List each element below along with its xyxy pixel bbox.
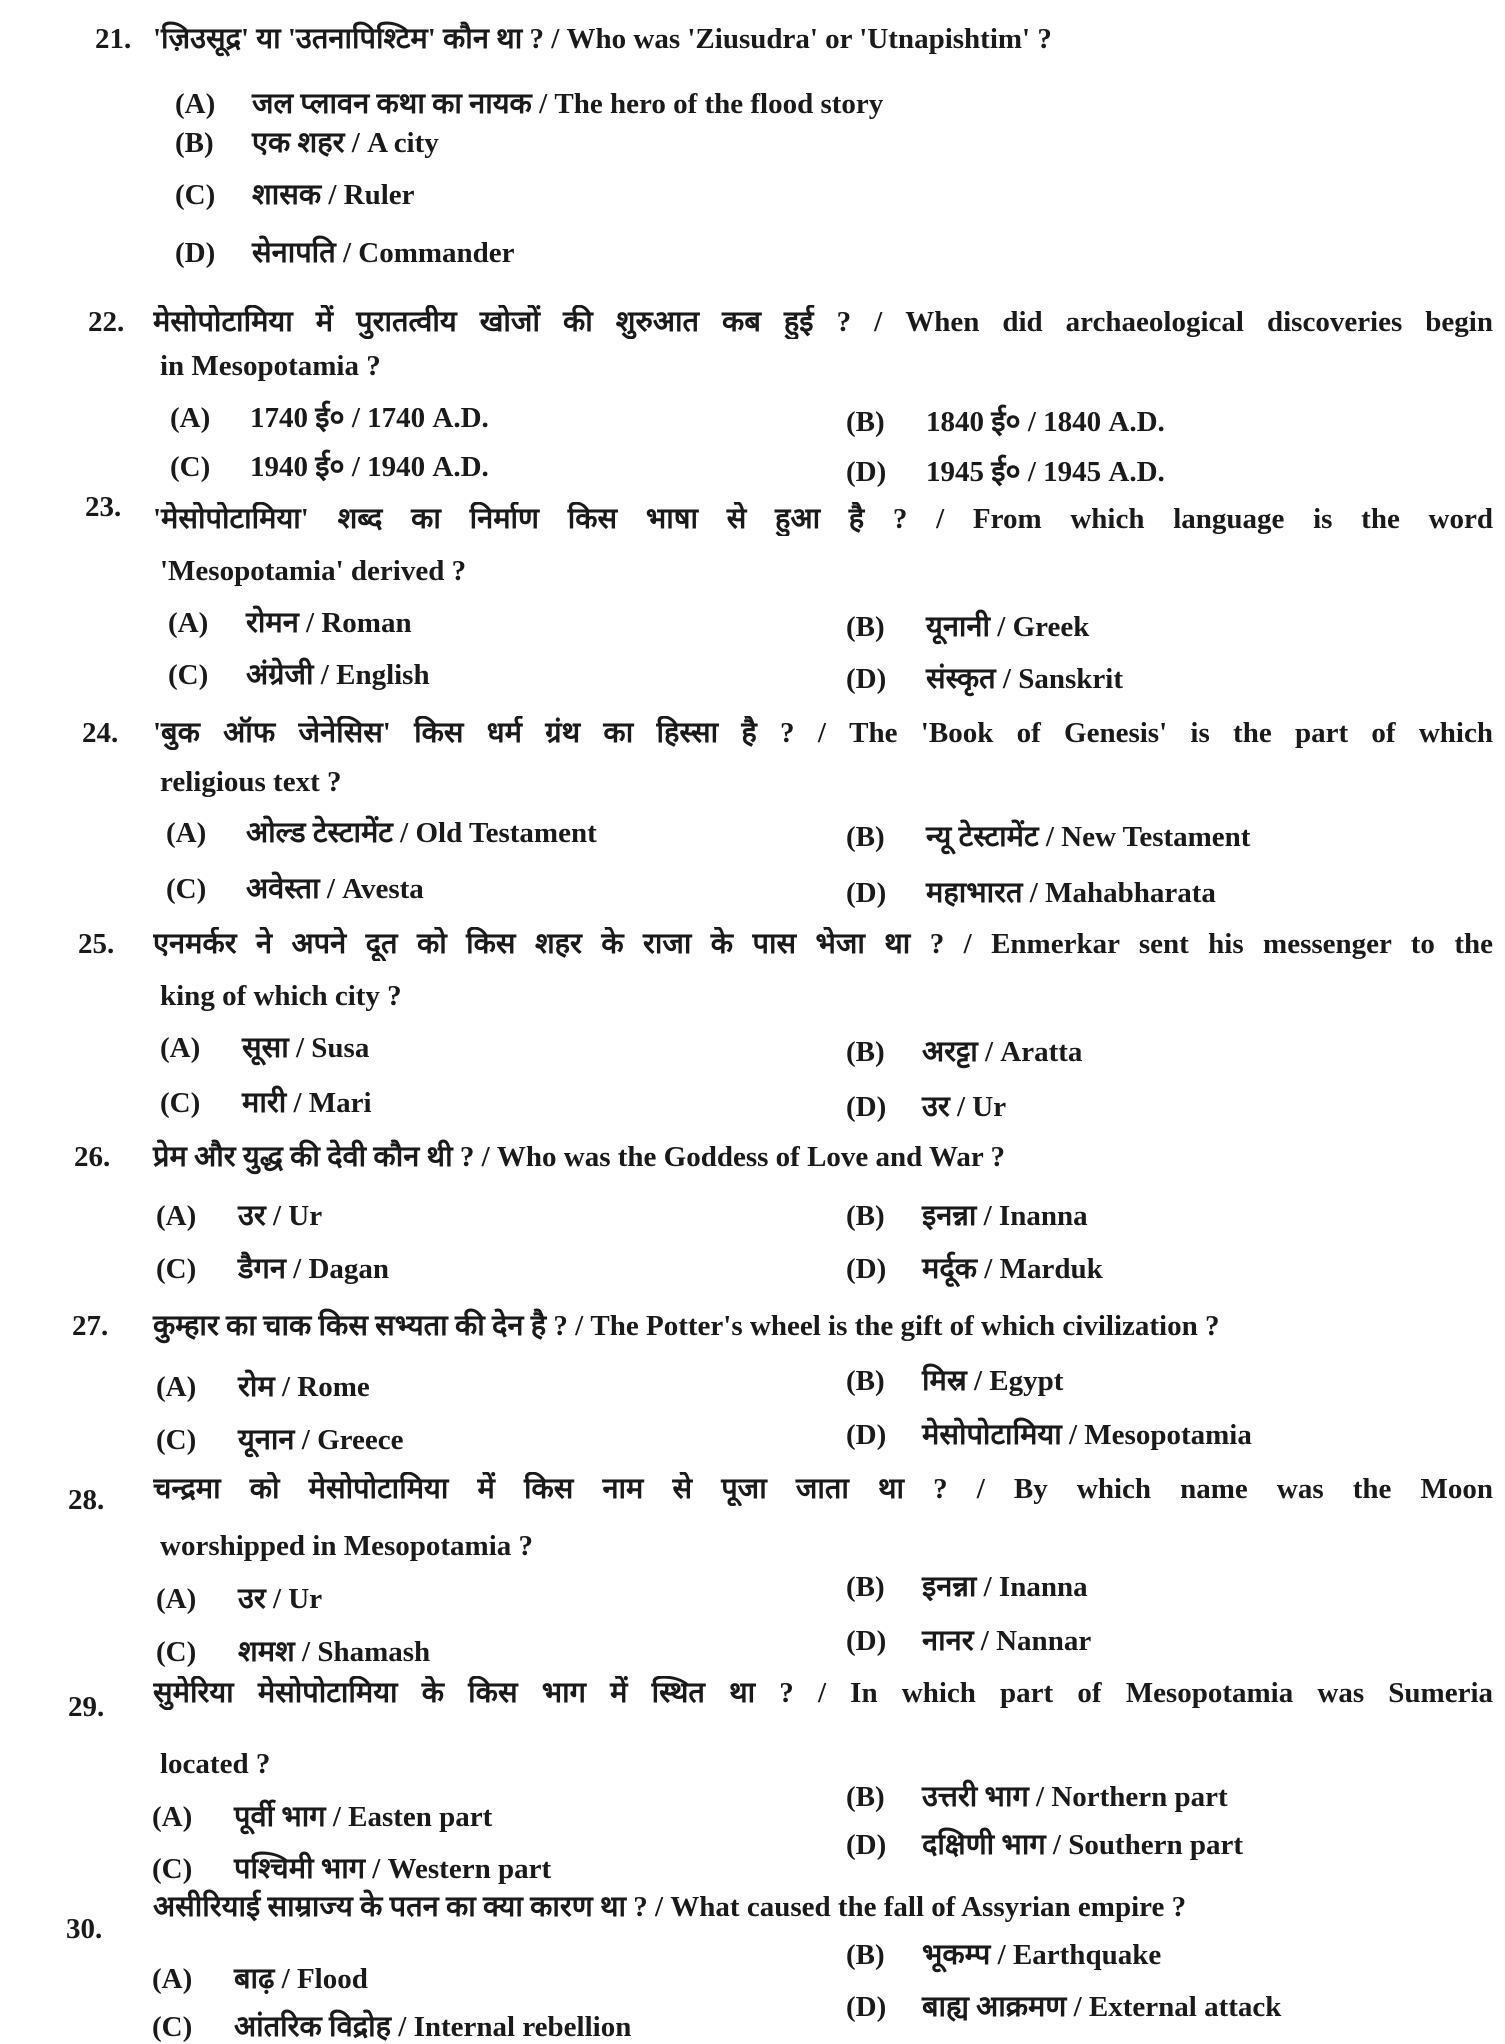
question-text: चन्द्रमा को मेसोपोटामिया में किस नाम से पूजा जाता था ? / By which name was the Moon (153, 1473, 1493, 1505)
option-text: मर्दूक / Marduk (922, 1253, 1103, 1285)
question-text-continued: 'Mesopotamia' derived ? (160, 555, 467, 587)
option-text: भूकम्प / Earthquake (922, 1939, 1162, 1971)
question-text: असीरियाई साम्राज्य के पतन का क्या कारण था ? / What caused the fall of Assyrian empire ? (153, 1891, 1187, 1923)
question-text: मेसोपोटामिया में पुरातत्वीय खोजों की शुरुआत कब हुई ? / When did archaeological discoveries begin (153, 306, 1493, 338)
option-label: (D) (846, 663, 887, 695)
option-text: ओल्ड टेस्टामेंट / Old Testament (246, 817, 597, 849)
option-label: (D) (846, 1991, 887, 2023)
option-label: (A) (160, 1032, 201, 1064)
option-text: रोम / Rome (238, 1371, 370, 1403)
option-text: उर / Ur (238, 1200, 323, 1232)
option-text: 1740 ई० / 1740 A.D. (250, 402, 489, 434)
option-text: उर / Ur (238, 1583, 323, 1615)
option-text: रोमन / Roman (246, 607, 412, 639)
option-text: सूसा / Susa (242, 1032, 370, 1064)
option-text: दक्षिणी भाग / Southern part (922, 1829, 1244, 1861)
option-label: (B) (175, 127, 214, 159)
option-text: डैगन / Dagan (238, 1253, 390, 1285)
option-label: (D) (846, 456, 887, 488)
question-number: 30. (66, 1913, 103, 1945)
option-text: यूनान / Greece (238, 1424, 404, 1456)
option-label: (C) (156, 1253, 197, 1285)
option-label: (A) (156, 1200, 197, 1232)
option-label: (B) (846, 406, 885, 438)
question-text: 'ज़िउसूद्र' या 'उतनापिश्टिम' कौन था ? / Who was 'Ziusudra' or 'Utnapishtim' ? (153, 23, 1052, 55)
option-text: यूनानी / Greek (926, 611, 1090, 643)
option-text: शमश / Shamash (238, 1636, 431, 1668)
option-text: इनन्ना / Inanna (922, 1200, 1088, 1232)
option-label: (B) (846, 1571, 885, 1603)
option-label: (D) (846, 1091, 887, 1123)
option-text: एक शहर / A city (252, 127, 439, 159)
question-text: कुम्हार का चाक किस सभ्यता की देन है ? / The Potter's wheel is the gift of which civilization ? (153, 1310, 1220, 1342)
option-text: आंतरिक विद्रोह / Internal rebellion (234, 2011, 632, 2043)
option-label: (D) (175, 237, 216, 269)
option-label: (B) (846, 1036, 885, 1068)
option-text: इनन्ना / Inanna (922, 1571, 1088, 1603)
question-number: 28. (68, 1484, 105, 1516)
option-label: (D) (846, 1253, 887, 1285)
option-text: जल प्लावन कथा का नायक / The hero of the flood story (252, 88, 884, 120)
question-text: प्रेम और युद्ध की देवी कौन थी ? / Who was the Goddess of Love and War ? (153, 1141, 1006, 1173)
option-text: 1945 ई० / 1945 A.D. (926, 456, 1165, 488)
option-label: (A) (170, 402, 211, 434)
option-label: (C) (156, 1424, 197, 1456)
option-label: (C) (160, 1087, 201, 1119)
option-text: मारी / Mari (242, 1087, 372, 1119)
option-text: 1840 ई० / 1840 A.D. (926, 406, 1165, 438)
option-label: (B) (846, 1200, 885, 1232)
option-text: संस्कृत / Sanskrit (926, 663, 1124, 695)
question-number: 29. (68, 1691, 105, 1723)
option-label: (C) (168, 659, 209, 691)
option-text: 1940 ई० / 1940 A.D. (250, 451, 489, 483)
question-text-continued: religious text ? (160, 766, 342, 798)
option-label: (B) (846, 1781, 885, 1813)
option-text: बाह्य आक्रमण / External attack (922, 1991, 1282, 2023)
option-text: बाढ़ / Flood (234, 1963, 368, 1995)
question-number: 24. (82, 717, 119, 749)
option-label: (A) (152, 1963, 193, 1995)
option-label: (C) (156, 1636, 197, 1668)
question-text: 'मेसोपोटामिया' शब्द का निर्माण किस भाषा से हुआ है ? / From which language is the word (153, 503, 1493, 535)
question-text-continued: king of which city ? (160, 980, 402, 1012)
question-text: सुमेरिया मेसोपोटामिया के किस भाग में स्थित था ? / In which part of Mesopotamia was Sumeria (153, 1677, 1493, 1709)
option-label: (C) (170, 451, 211, 483)
option-label: (B) (846, 821, 885, 853)
option-text: मिस्र / Egypt (922, 1365, 1064, 1397)
option-label: (C) (152, 1853, 193, 1885)
option-text: उर / Ur (922, 1091, 1007, 1123)
option-label: (B) (846, 1939, 885, 1971)
question-number: 27. (72, 1310, 109, 1342)
option-label: (B) (846, 1365, 885, 1397)
option-label: (C) (166, 873, 207, 905)
option-label: (D) (846, 877, 887, 909)
option-text: पूर्वी भाग / Easten part (234, 1801, 493, 1833)
question-text: 'बुक ऑफ जेनेसिस' किस धर्म ग्रंथ का हिस्सा है ? / The 'Book of Genesis' is the part of which (153, 717, 1493, 749)
question-text: एनमर्कर ने अपने दूत को किस शहर के राजा के पास भेजा था ? / Enmerkar sent his messenger to the (153, 928, 1493, 960)
option-text: न्यू टेस्टामेंट / New Testament (926, 821, 1251, 853)
question-number: 22. (88, 306, 125, 338)
option-label: (D) (846, 1625, 887, 1657)
option-label: (A) (168, 607, 209, 639)
question-number: 21. (95, 23, 132, 55)
question-number: 23. (85, 491, 122, 523)
option-label: (C) (152, 2011, 193, 2043)
option-label: (A) (166, 817, 207, 849)
question-number: 25. (78, 928, 115, 960)
option-label: (C) (175, 179, 216, 211)
option-text: महाभारत / Mahabharata (926, 877, 1216, 909)
option-label: (D) (846, 1829, 887, 1861)
option-text: अरट्टा / Aratta (922, 1036, 1083, 1068)
option-label: (A) (156, 1583, 197, 1615)
question-text-continued: located ? (160, 1748, 271, 1780)
question-text-continued: worshipped in Mesopotamia ? (160, 1530, 534, 1562)
option-text: अवेस्ता / Avesta (246, 873, 424, 905)
option-text: शासक / Ruler (252, 179, 415, 211)
option-text: पश्चिमी भाग / Western part (234, 1853, 552, 1885)
option-label: (A) (152, 1801, 193, 1833)
option-label: (D) (846, 1419, 887, 1451)
option-text: सेनापति / Commander (252, 237, 515, 269)
question-text-continued: in Mesopotamia ? (160, 350, 381, 382)
option-label: (A) (156, 1371, 197, 1403)
option-text: अंग्रेजी / English (246, 659, 430, 691)
option-text: मेसोपोटामिया / Mesopotamia (922, 1419, 1252, 1451)
option-text: उत्तरी भाग / Northern part (922, 1781, 1228, 1813)
question-number: 26. (74, 1141, 111, 1173)
option-text: नानर / Nannar (922, 1625, 1092, 1657)
option-label: (A) (175, 88, 216, 120)
option-label: (B) (846, 611, 885, 643)
